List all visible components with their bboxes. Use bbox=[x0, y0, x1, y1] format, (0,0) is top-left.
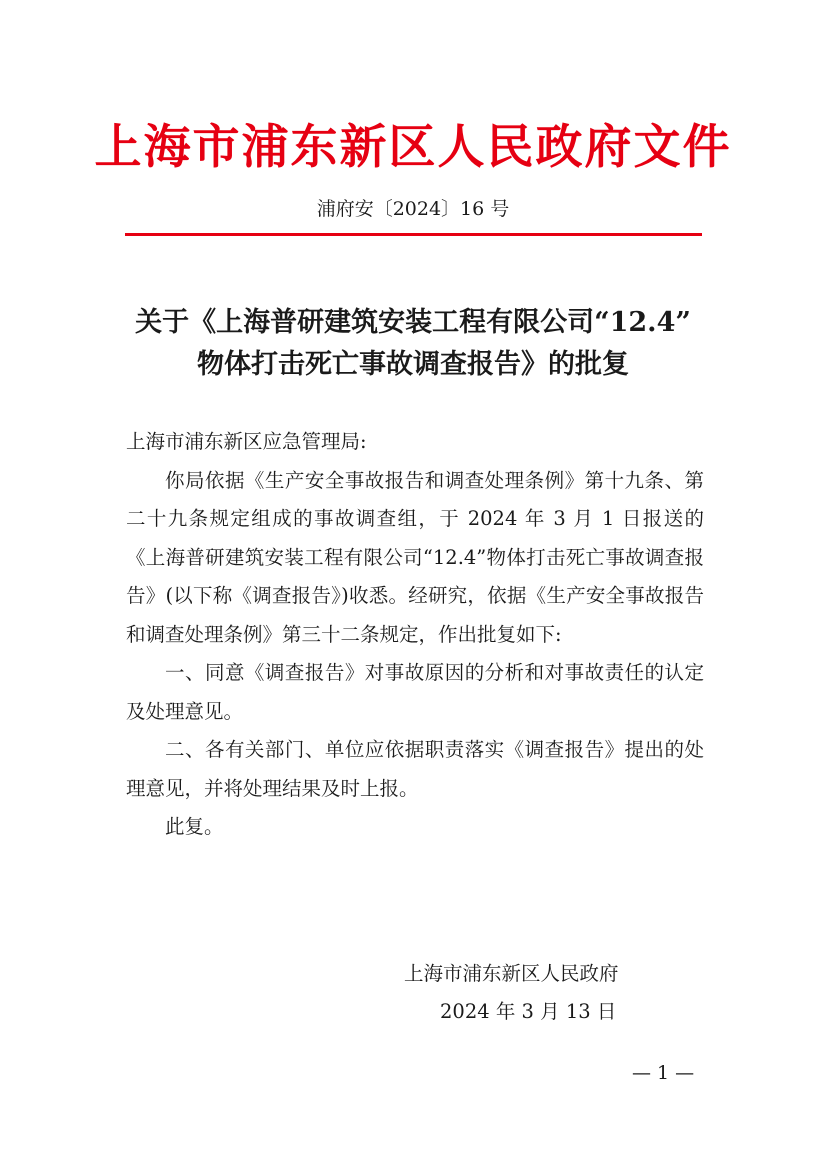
document-header-title: 上海市浦东新区人民政府文件 bbox=[94, 120, 732, 175]
signature-organization: 上海市浦东新区人民政府 bbox=[404, 962, 619, 985]
document-number: 浦府安〔2024〕16 号 bbox=[316, 198, 510, 220]
salutation: 上海市浦东新区应急管理局: bbox=[126, 430, 367, 453]
decision-item-2: 二、各有关部门、单位应依据职责落实《调查报告》提出的处理意见，并将处理结果及时上报。 bbox=[126, 738, 704, 800]
closing-remark: 此复。 bbox=[165, 815, 224, 838]
decision-item-1: 一、同意《调查报告》对事故原因的分析和对事故责任的认定及处理意见。 bbox=[126, 661, 704, 723]
header-red-divider bbox=[125, 233, 702, 236]
signature-date: 2024 年 3 月 13 日 bbox=[440, 1000, 617, 1023]
document-title bbox=[100, 302, 726, 386]
document-title-line-1: 关于《上海普研建筑安装工程有限公司“12.4” bbox=[135, 307, 691, 338]
body-paragraph-1: 你局依据《生产安全事故报告和调查处理条例》第十九条、第二十九条规定组成的事故调查组，于 2024 年 3 月 1 日报送的《上海普研建筑安装工程有限公司“12.4”物体打击死亡事故调查报告》(以下称《调查报告》)收悉。经研究，依据《生产安全事故报告和调查处理条例》第三十二条规定，作出批复如下: bbox=[126, 468, 704, 646]
document-title-line-2: 物体打击死亡事故调查报告》的批复 bbox=[197, 349, 629, 380]
document-body bbox=[126, 423, 704, 847]
page-number: — 1 — bbox=[632, 1062, 695, 1084]
